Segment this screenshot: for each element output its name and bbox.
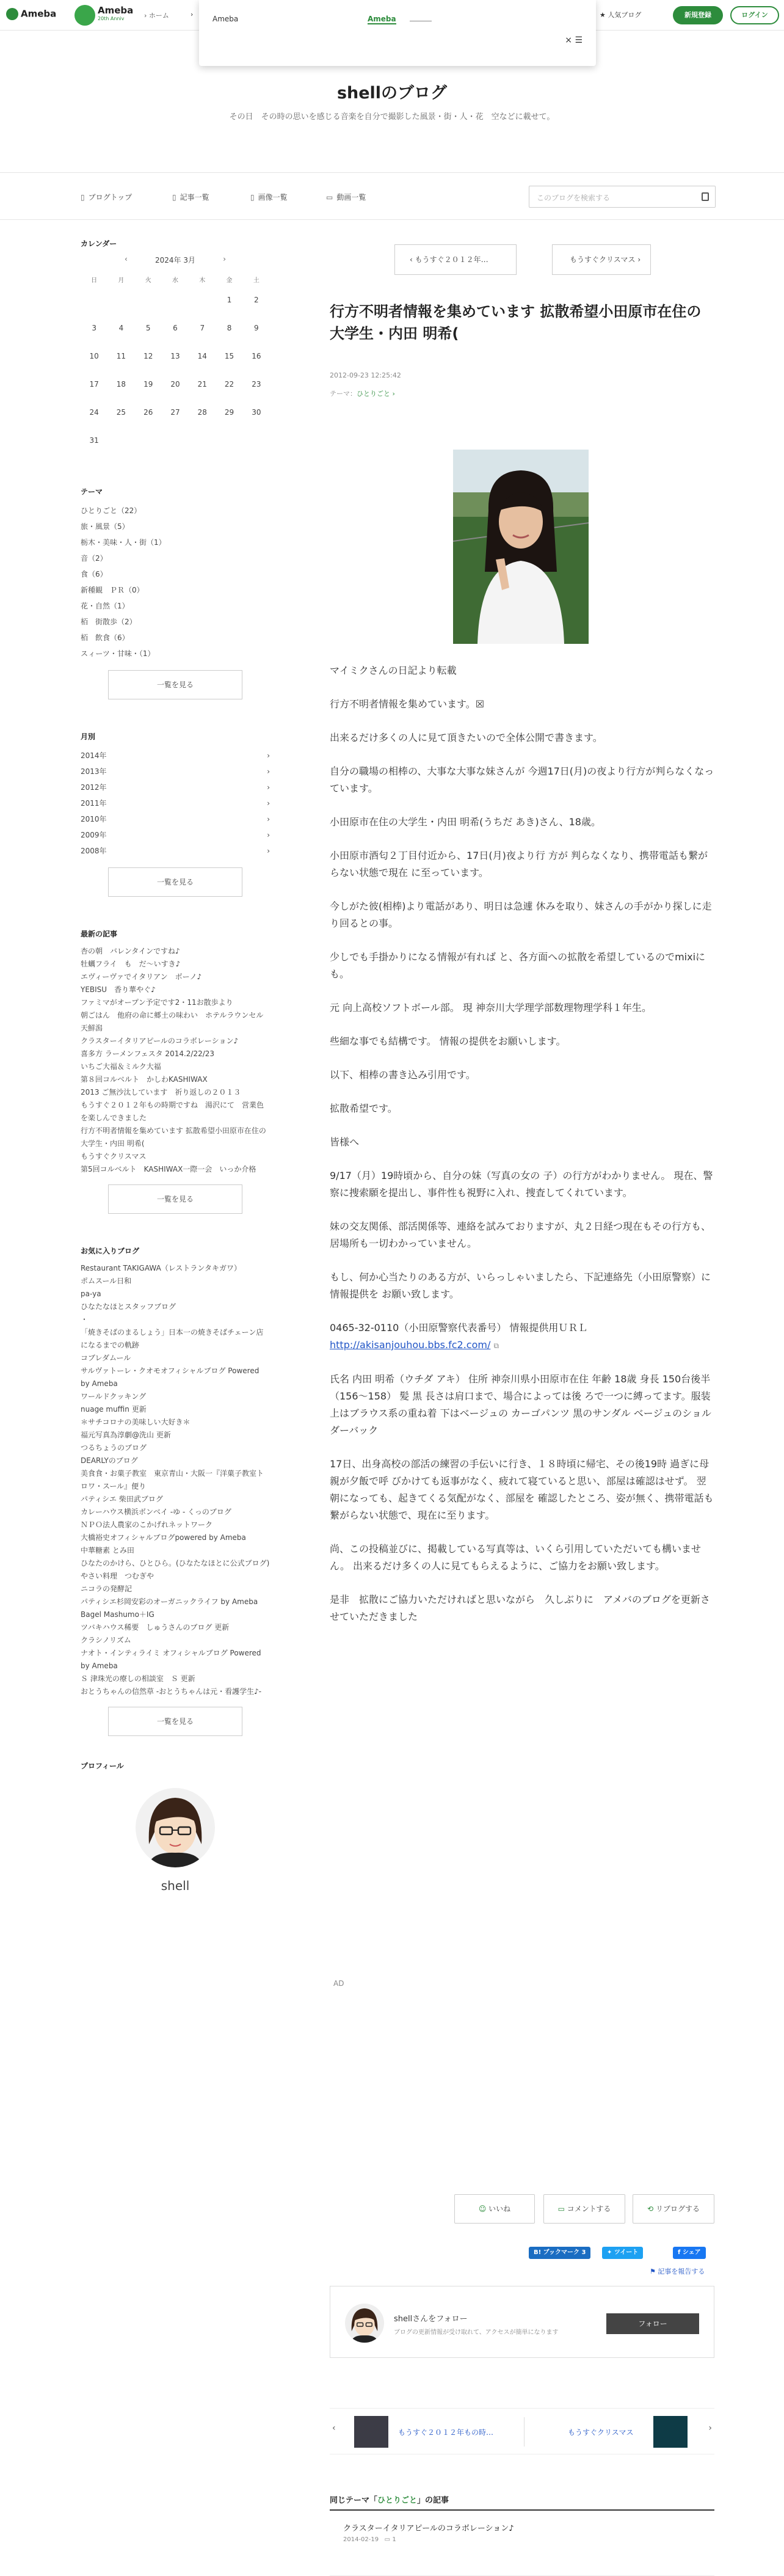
article-paragraph: 自分の職場の相棒の、大事な大事な妹さんが 今週17日(月)の夜より行方が判らなくなっています。 (330, 765, 714, 794)
article-paragraph: 今しがた彼(相棒)より電話があり、明日は急遽 休みを取り、妹さんの手がかり探しに走り回るとの事。 (330, 900, 712, 929)
article-paragraphs-2 (330, 1371, 714, 1626)
calendar-day[interactable]: 1 (227, 296, 232, 304)
recent-list (81, 945, 270, 1176)
nav-label: 画像一覧 (258, 193, 288, 202)
comment-label: コメントする (567, 2205, 611, 2213)
breadcrumb-home[interactable]: ホーム (148, 12, 169, 20)
chevron-right-icon: › (267, 847, 270, 855)
follow-avatar-illustration (345, 2304, 384, 2343)
calendar-empty (162, 426, 189, 454)
calendar-week (81, 398, 270, 426)
anniversary-sub: 20th Anniv (98, 16, 125, 21)
follow-button[interactable]: フォロー (606, 2313, 699, 2334)
calendar-day[interactable]: 5 (145, 324, 151, 332)
favorite-blog-link[interactable]: やさい料理 つむぎや (81, 1572, 154, 1580)
follow-box (330, 2286, 714, 2358)
bookmark-count: 3 (581, 2249, 586, 2256)
archive-month: 2012年 (81, 783, 107, 792)
favorite-blog-link[interactable]: ポムスール日和 (81, 1277, 132, 1285)
calendar-week (81, 314, 270, 342)
favorite-blog-link[interactable]: pa-ya (81, 1290, 101, 1298)
favorite-blog-link[interactable]: パティシエ 柴田武ブログ (81, 1495, 163, 1503)
article-paragraph: 尚、この投稿並びに、掲載している写真等は、いくら引用していただいても構いません。 出来るだけ多くの人に見てもらえるように、ご協力をお願い致します。 (330, 1543, 702, 1572)
flag-icon: ⚑ (650, 2268, 656, 2275)
theme-heading: テーマ (81, 487, 103, 496)
bookmark-label: B! ブックマーク (534, 2249, 579, 2256)
blog-title[interactable]: shellのブログ (336, 84, 448, 103)
image-icon: ▯ (250, 193, 255, 202)
calendar-day[interactable]: 12 (143, 352, 153, 360)
favorite-blog-link[interactable]: おとうちゃんの信然草 -おとうちゃんは元・看護学生♪- (81, 1687, 262, 1696)
archive-item[interactable] (81, 843, 270, 859)
chevron-right-icon: › (637, 255, 641, 264)
favorite-blog-link[interactable]: ツバキハウス稀要 しゅうさんのブログ 更新 (81, 1623, 230, 1632)
archive-item[interactable] (81, 795, 270, 811)
article-photo[interactable] (453, 450, 589, 644)
related-prev-link[interactable]: もうすぐ２０１２年もの時… (398, 2428, 494, 2437)
home-icon: ▯ (81, 193, 85, 202)
calendar-empty (107, 286, 134, 314)
calendar-week (81, 342, 270, 370)
contact-link[interactable]: http://akisanjouhou.bbs.fc2.com/ (330, 1339, 491, 1351)
search-placeholder: このブログを検索する (537, 194, 611, 202)
popup-ameba-tab[interactable]: Ameba (368, 15, 396, 23)
theme-more-button[interactable]: 一覧を見る (108, 670, 242, 699)
ameba-mark-icon (6, 8, 18, 20)
article-paragraph: 9/17（月）19時頃から、自分の妹（写真の女の 子）の行方がわかりません。 現在、警察に捜索願を提出し、事件性も視野に入れ、捜査してくれています。 (330, 1170, 713, 1199)
related-nav (330, 2408, 714, 2454)
calendar-weekday: 木 (199, 277, 206, 284)
recent-article-link[interactable]: もうすぐ２０１２年もの時期ですね 湯沢にて 営業色を楽しんできました (81, 1101, 264, 1122)
calendar-empty (243, 426, 270, 454)
calendar-month: 2024年 3月 (155, 256, 195, 265)
calendar-day[interactable]: 7 (200, 324, 205, 332)
favorites-list (81, 1262, 270, 1698)
archive-item[interactable] (81, 748, 270, 764)
profile-name[interactable]: shell (161, 1878, 190, 1893)
blog-description: その日 その時の思いを感じる音楽を自分で撮影した風景・街・人・花 空などに載せて。 (229, 112, 555, 122)
recent-heading: 最新の記事 (81, 930, 118, 938)
calendar-weekday: 水 (172, 277, 178, 284)
favorite-blog-link[interactable]: Bagel Mashumo＋IG (81, 1610, 154, 1619)
calendar-day[interactable]: 27 (170, 408, 180, 417)
recent-article-link[interactable]: いちご大福＆ミルク大福 (81, 1062, 161, 1071)
same-theme-suffix: 」の記事 (417, 2496, 449, 2505)
popup-left-label: Ameba (212, 15, 239, 23)
favorite-blog-link[interactable]: ＊サチコロナの美味しい大好き＊ (81, 1418, 191, 1426)
calendar-day[interactable]: 17 (89, 380, 99, 389)
article-paragraph: 元 向上高校ソフトボール部。 現 神奈川大学理学部数理物理学科１年生。 (330, 1002, 652, 1013)
same-theme-date: 2014-02-19 (343, 2536, 379, 2543)
blog-nav (0, 172, 784, 220)
theme-item[interactable]: 栢 街散歩（2） (81, 618, 137, 626)
chevron-left-icon[interactable]: ‹ (332, 2423, 336, 2433)
same-theme-prefix: 同じテーマ「 (330, 2496, 378, 2505)
article-paragraphs (330, 662, 714, 1303)
article-title[interactable]: 行方不明者情報を集めています 拡散希望小田原市在住の大学生・内田 明希( (330, 303, 702, 342)
favorite-blog-link[interactable]: 福元写真為淳劇@洗山 更新 (81, 1431, 171, 1439)
calendar-day[interactable]: 4 (118, 324, 124, 332)
reblog-icon: ⟲ (647, 2205, 654, 2213)
breadcrumb[interactable] (144, 10, 169, 20)
same-theme-link[interactable]: ひとりごと (377, 2496, 418, 2505)
archive-list (81, 748, 270, 859)
contact-paragraph (330, 1319, 714, 1354)
article-paragraph: 少しでも手掛かりになる情報が有れば と、各方面への拡散を希望しているのでmixiにも。 (330, 951, 706, 980)
favorite-blog-link[interactable]: クラシノリズム (81, 1636, 131, 1644)
theme-label: テーマ： (330, 390, 357, 398)
recent-article-link[interactable]: エヴィーヴァでイタリアン ボーノ♪ (81, 972, 202, 981)
calendar-weekday: 土 (253, 277, 260, 284)
archive-item[interactable] (81, 764, 270, 779)
theme-list (81, 503, 270, 662)
facebook-icon: f (678, 2249, 681, 2256)
calendar-day[interactable]: 23 (252, 380, 261, 389)
calendar-day[interactable]: 31 (89, 436, 99, 445)
nav-images[interactable] (250, 192, 288, 202)
follow-subtitle: ブログの更新情報が受け取れて、アクセスが簡単になります (394, 2329, 559, 2336)
popular-blog-label: 人気ブログ (608, 11, 642, 19)
favorite-blog-link[interactable]: パティシエ杉岡安彩のオーガニックライフ by Ameba (81, 1597, 258, 1606)
popular-blog-link[interactable]: ★ 人気ブログ (600, 11, 642, 19)
same-theme-article-link[interactable]: クラスターイタリアピールのコラボレーション♪ (343, 2524, 514, 2533)
favorite-blog-link[interactable]: ＮＰＯ法人農家のこかげれネットワーク (81, 1520, 213, 1529)
nav-label: 記事一覧 (180, 193, 209, 202)
calendar-day[interactable]: 15 (224, 352, 234, 360)
ameba-brand-text: Ameba (21, 8, 57, 20)
calendar-empty (135, 426, 162, 454)
profile-avatar[interactable] (136, 1788, 215, 1867)
recent-section (81, 929, 270, 1214)
favorite-blog-link[interactable]: DEARLYのブログ (81, 1456, 138, 1465)
calendar-empty (216, 426, 242, 454)
nav-label: 動画一覧 (336, 193, 366, 202)
favorite-blog-link[interactable]: ニコラの発酵記 (81, 1585, 132, 1593)
ad-label: AD (333, 1979, 344, 1988)
calendar-empty (162, 286, 189, 314)
comment-icon: ▭ (557, 2205, 565, 2213)
article-theme (330, 389, 395, 398)
calendar-week (81, 370, 270, 398)
reblog-label: リブログする (655, 2205, 700, 2213)
calendar-next-icon[interactable]: › (223, 255, 226, 263)
calendar-day[interactable]: 13 (170, 352, 180, 360)
blog-search-input[interactable] (529, 186, 716, 208)
report-label: 記事を報告する (658, 2268, 705, 2275)
theme-item[interactable]: 新種観 ＰＲ（0） (81, 586, 144, 594)
calendar-day[interactable]: 21 (197, 380, 207, 389)
search-icon[interactable] (702, 192, 709, 201)
theme-link[interactable]: ひとりごと (357, 390, 390, 398)
tweet-button[interactable] (602, 2247, 643, 2259)
calendar-week (81, 286, 270, 314)
calendar-day[interactable]: 25 (116, 408, 126, 417)
bookmark-button[interactable] (529, 2247, 590, 2259)
calendar-day[interactable]: 9 (254, 324, 259, 332)
theme-section (81, 486, 270, 699)
comment-count-icon: ▭ (384, 2536, 391, 2543)
profile-section (81, 1761, 270, 1893)
theme-item[interactable]: 花・自然（1） (81, 602, 129, 610)
calendar-prev-icon[interactable]: ‹ (125, 255, 128, 263)
ameba-logo[interactable] (6, 8, 56, 20)
nav-blog-top[interactable] (81, 192, 132, 202)
article-paragraph: 17日、出身高校の部活の練習の手伝いに行き、１８時頃に帰宅、その後19時 過ぎに母親が夕飯で呼 びかけても返事がなく、疲れて寝ていると思い、部屋は確認はせず。 翌朝になっても、起きてくる気配がなく、部屋を 確認したところ、姿が無く、携帯電話も繋がらない状態で、現在に至ります。 (330, 1458, 714, 1521)
calendar-day[interactable]: 19 (143, 380, 153, 389)
theme-item[interactable]: 栢 飲食（6） (81, 633, 129, 642)
follow-title: shellさんをフォロー (394, 2315, 468, 2324)
favorite-blog-link[interactable]: カレーハウス横浜ボンベイ -ゆ - くっのブログ (81, 1508, 231, 1516)
archive-month: 2008年 (81, 847, 107, 855)
article-paragraph: 出来るだけ多くの人に見て頂きたいので全体公開で書きます。 (330, 732, 603, 743)
recent-article-link[interactable]: 行方不明者情報を集めています 拡散希望小田原市在住の大学生・内田 明希( (81, 1126, 266, 1148)
follow-avatar (345, 2304, 384, 2343)
calendar-month-bar (81, 255, 270, 265)
recent-article-link[interactable]: 牡蠣フライ も だ～いすき♪ (81, 960, 181, 968)
recent-article-link[interactable]: 2013 ご無沙汰しています 祈り返しの２０１３ (81, 1088, 241, 1096)
chevron-right-icon: › (144, 12, 147, 20)
recent-article-link[interactable]: 第5回コルベルト KASHIWAX一際一会 いっか介格 (81, 1165, 256, 1173)
calendar-day[interactable]: 28 (197, 408, 207, 417)
article-datetime: 2012-09-23 12:25:42 (330, 371, 401, 379)
chevron-right-icon: › (267, 831, 270, 839)
article-paragraph: マイミクさんの日記より転載 (330, 665, 457, 676)
archive-heading: 月別 (81, 732, 96, 741)
prev-article-button[interactable] (394, 244, 517, 275)
recent-more-button[interactable]: 一覧を見る (108, 1184, 242, 1214)
same-theme-heading (330, 2494, 449, 2505)
article-paragraph: 小田原市在住の大学生・内田 明希(うちだ あき)さん、18歳。 (330, 816, 601, 828)
theme-item[interactable]: スィーツ・甘味・（1） (81, 649, 155, 658)
anniversary-badge-icon (74, 5, 95, 26)
calendar-weekday: 金 (226, 277, 233, 284)
report-link[interactable] (650, 2266, 705, 2276)
chevron-right-icon: › (267, 799, 270, 808)
calendar-section (81, 238, 270, 454)
prev-article-label: もうすぐ２０１２年… (415, 255, 488, 264)
calendar-day[interactable]: 11 (116, 352, 126, 360)
favorite-blog-link[interactable]: Restaurant TAKIGAWA（レストランタキガワ） (81, 1264, 241, 1272)
recent-article-link[interactable]: 朝ごはん 他府の命に郷土の味わい ホテルラウンセル天鮮潟 (81, 1011, 264, 1032)
same-theme-article-meta (343, 2536, 396, 2543)
calendar-empty (81, 286, 107, 314)
archive-section (81, 731, 270, 897)
chevron-right-icon: › (267, 783, 270, 792)
fb-share-label: シェア (682, 2249, 701, 2256)
theme-item[interactable]: 食（6） (81, 570, 107, 578)
theme-item[interactable]: 栃木・美味・人・街（1） (81, 538, 166, 547)
calendar-day[interactable]: 8 (227, 324, 232, 332)
favorite-blog-link[interactable]: サルヴァトーレ・クオモオフィシャルブログ Powered by Ameba (81, 1366, 260, 1388)
chevron-left-icon: ‹ (410, 255, 413, 264)
calendar-day[interactable]: 20 (170, 380, 180, 389)
calendar-empty (107, 426, 134, 454)
archive-item[interactable] (81, 811, 270, 827)
archive-item[interactable] (81, 827, 270, 843)
calendar-empty (135, 286, 162, 314)
same-theme-count: 1 (392, 2536, 396, 2543)
article-body (330, 662, 714, 1642)
related-prev-thumb[interactable] (354, 2416, 388, 2448)
nav-videos[interactable] (326, 192, 366, 202)
calendar-week (81, 426, 270, 454)
list-icon: ▯ (172, 193, 176, 202)
related-next-thumb[interactable] (653, 2416, 688, 2448)
favorites-heading: お気に入りブログ (81, 1247, 140, 1255)
article-paragraph: 妹の交友関係、部活関係等、連絡を試みておりますが、丸２日経つ現在もその行方も、居場所も一切わかっていません。 (330, 1220, 711, 1249)
anniversary-brand[interactable] (98, 5, 133, 21)
chevron-right-icon: › (392, 390, 395, 398)
calendar-day[interactable]: 24 (89, 408, 99, 417)
calendar-day[interactable]: 6 (173, 324, 178, 332)
calendar-day[interactable]: 22 (224, 380, 234, 389)
recent-article-link[interactable]: YEBISU 香り華やぐ♪ (81, 985, 156, 994)
avatar-illustration (136, 1788, 215, 1867)
article-paragraph: 氏名 内田 明希（ウチダ アキ） 住所 神奈川県小田原市在住 年齢 18歳 身長 150台後半（156～158） 髪 黒 長さは肩口まで、場合によっては後 ろで一つに縛ってます。服装 上はブラウス系の重ね着 下はベージュの カーゴパンツ 黒のサンダル ベージュのショル ダーバック (330, 1373, 711, 1436)
calendar-empty (189, 426, 216, 454)
calendar-weekday: 日 (91, 277, 98, 284)
calendar-day[interactable]: 14 (197, 352, 207, 360)
calendar-day[interactable]: 3 (92, 324, 96, 332)
article-paragraph: もし、何か心当たりのある方が、いらっしゃいましたら、下記連絡先（小田原警察）に情報提供を お願い致します。 (330, 1271, 711, 1300)
theme-item[interactable]: 旅・風景（5） (81, 522, 129, 531)
article-paragraph: 以下、相棒の書き込み引用です。 (330, 1069, 476, 1081)
chevron-right-icon: › (267, 767, 270, 776)
chevron-right-icon[interactable]: › (708, 2423, 712, 2433)
article-paragraph: 小田原市酒匂２丁目付近から、17日(月)夜より行 方が 判らなくなり、携帯電話も繋がらない状態で現在 に至っています。 (330, 850, 708, 878)
recent-article-link[interactable]: 第８回コルベルト かしわKASHIWAX (81, 1075, 208, 1084)
video-icon: ▭ (326, 193, 333, 202)
calendar-heading: カレンダー (81, 239, 117, 248)
sidebar (81, 238, 270, 1893)
favorite-blog-link[interactable]: ひなたなほとスタッフブログ (81, 1302, 176, 1311)
favorite-blog-link[interactable]: ひなたのかけら、ひとひら。(ひなたなほとに公式ブログ) (81, 1559, 270, 1567)
contact-text: 0465-32-0110（小田原警察代表番号） 情報提供用ＵＲＬ (330, 1322, 588, 1334)
archive-month: 2009年 (81, 831, 107, 839)
favorite-blog-link[interactable]: ワールドクッキング (81, 1392, 147, 1401)
article-paragraph: 拡散希望です。 (330, 1103, 397, 1114)
external-link-icon: ⧉ (493, 1341, 499, 1350)
profile-heading: プロフィール (81, 1762, 124, 1770)
chevron-right-icon: › (267, 751, 270, 760)
recent-article-link[interactable]: ファミマがオープン予定です2・11お散歩より (81, 998, 233, 1007)
archive-more-button[interactable]: 一覧を見る (108, 867, 242, 897)
twitter-icon: ✦ (607, 2249, 612, 2256)
archive-month: 2011年 (81, 799, 107, 808)
dropdown-popup (199, 0, 596, 66)
theme-item[interactable]: 音（2） (81, 554, 107, 563)
nav-label: ブログトップ (88, 193, 132, 202)
tweet-label: ツイート (614, 2249, 639, 2256)
next-article-button[interactable] (552, 244, 651, 275)
calendar-day[interactable]: 30 (252, 408, 261, 417)
calendar-grid (81, 272, 270, 454)
breadcrumb-next-icon[interactable]: › (191, 10, 194, 18)
archive-item[interactable] (81, 779, 270, 795)
calendar-day[interactable]: 2 (254, 296, 259, 304)
favorite-blog-link[interactable]: つるちょうのブログ (81, 1443, 147, 1452)
login-button[interactable]: ログイン (730, 6, 779, 24)
same-theme-divider (330, 2509, 714, 2511)
favorite-blog-link[interactable]: 大橋裕史オフィシャルブログpowered by Ameba (81, 1533, 246, 1542)
calendar-day[interactable]: 10 (89, 352, 99, 360)
favorite-blog-link[interactable]: 中華糖素 とみ田 (81, 1546, 134, 1555)
archive-month: 2014年 (81, 751, 107, 760)
chevron-right-icon: › (267, 815, 270, 823)
reblog-button[interactable] (633, 2194, 714, 2224)
favorite-blog-link[interactable]: Ｓ 津珠光の療しの相談室 Ｓ 更新 (81, 1674, 195, 1683)
next-article-label: もうすぐクリスマス (570, 255, 636, 264)
like-button[interactable] (454, 2194, 535, 2224)
article-paragraph: 皆様へ (330, 1136, 360, 1148)
calendar-day[interactable]: 26 (143, 408, 153, 417)
like-label: いいね (488, 2205, 511, 2213)
favorite-blog-link[interactable]: 「焼きそばのまるしょう」日本一の焼きそばチェーン店になるまでの軌跡 (81, 1328, 264, 1349)
recent-article-link[interactable]: 杏の朝 バレンタインですね♪ (81, 947, 180, 955)
photo-illustration (453, 450, 589, 644)
calendar-day[interactable]: 29 (224, 408, 234, 417)
popup-close-icon[interactable]: × ☰ (565, 35, 583, 45)
favorite-blog-link[interactable]: nuage muffin 更新 (81, 1405, 147, 1414)
signup-button[interactable]: 新規登録 (673, 6, 723, 24)
archive-month: 2013年 (81, 767, 107, 776)
recent-article-link[interactable]: クラスターイタリアピールのコラボレーション♪ (81, 1037, 239, 1045)
favorite-blog-link[interactable]: 美食食・お菓子教室 東京青山・大阪一『洋菓子教室トロワ・スール』便り (81, 1469, 264, 1491)
nav-articles[interactable] (172, 192, 209, 202)
archive-month: 2010年 (81, 815, 107, 823)
recent-article-link[interactable]: 喜多方 ラーメンフェスタ 2014.2/22/23 (81, 1049, 215, 1058)
article-paragraph: 是非 拡散にご協力いただければと思いながら 久しぶりに アメバのブログを更新させていただきました (330, 1594, 710, 1622)
favorite-blog-link[interactable]: コブレダムール (81, 1354, 131, 1362)
article-paragraph: 行方不明者情報を集めています。☒ (330, 698, 485, 710)
favorites-section (81, 1246, 270, 1736)
fb-share-button[interactable] (673, 2247, 706, 2259)
anniversary-brand-text: Ameba (98, 5, 134, 16)
theme-item[interactable]: ひとりごと（22） (81, 506, 142, 515)
calendar-weekday: 火 (145, 277, 151, 284)
calendar-day[interactable]: 18 (116, 380, 126, 389)
recent-article-link[interactable]: もうすぐクリスマス (81, 1152, 147, 1161)
like-icon: ☺ (478, 2205, 487, 2213)
favorites-more-button[interactable]: 一覧を見る (108, 1707, 242, 1736)
calendar-day[interactable]: 16 (252, 352, 261, 360)
article-paragraph: 些細な事でも結構です。 情報の提供をお願いします。 (330, 1035, 566, 1047)
calendar-weekday: 月 (118, 277, 125, 284)
favorite-blog-link[interactable]: ナオト・インティライミ オフィシャルブログ Powered by Ameba (81, 1649, 261, 1670)
calendar-empty (189, 286, 216, 314)
related-next-link[interactable]: もうすぐクリスマス (568, 2428, 634, 2437)
comment-button[interactable] (543, 2194, 625, 2224)
favorite-blog-link[interactable]: ・ (81, 1315, 89, 1324)
